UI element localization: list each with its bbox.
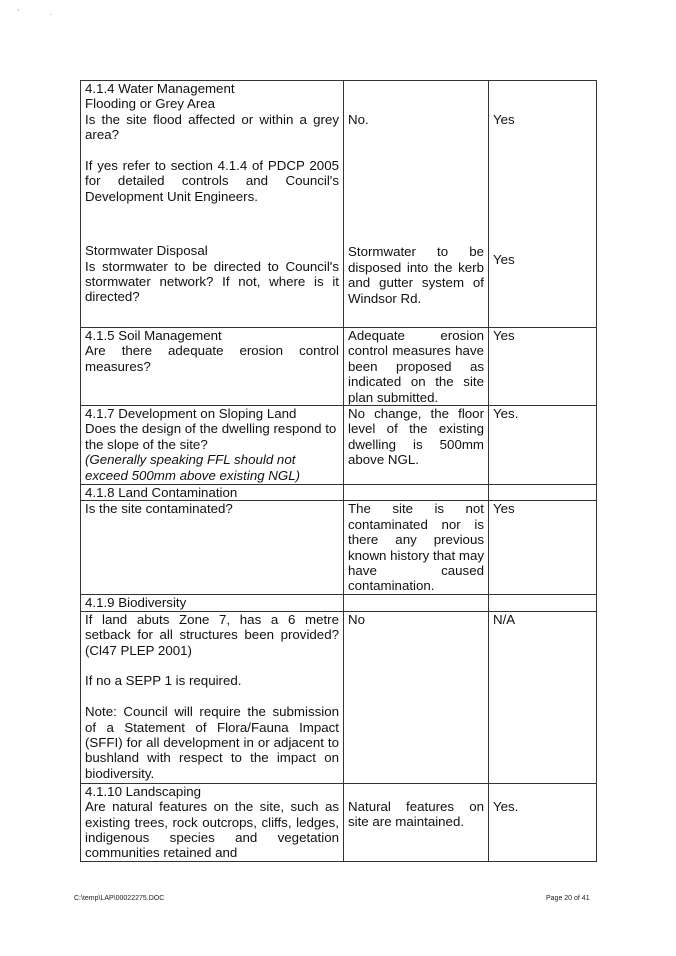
table-row-biodiversity-heading: [81, 595, 597, 611]
response-text: Natural features on site are maintained.: [348, 798, 484, 830]
table-row-contamination: [81, 501, 597, 595]
question-text: Is the site flood affected or within a grey area?: [85, 111, 339, 143]
table-row-contamination-heading: [81, 485, 597, 501]
response-cell: Adequate erosion control measures have been proposed as indicated on the site plan submitted.: [344, 328, 489, 406]
assessment-table: [80, 80, 597, 862]
section-heading: 4.1.9 Biodiversity: [81, 595, 344, 611]
table-row-landscaping: [81, 783, 597, 861]
table-row-biodiversity: [81, 611, 597, 783]
corner-marks: ' .: [18, 8, 66, 17]
question-text: Are natural features on the site, such as existing trees, rock outcrops, cliffs, ledges, indigenous species and vegetation communities retained and: [85, 799, 339, 861]
response-cell: The site is not contaminated nor is there any previous known history that may have caused contamination.: [344, 501, 489, 595]
sub-heading: Stormwater Disposal: [85, 243, 208, 259]
compliance-cell: Yes.: [489, 406, 597, 485]
note-text: If no a SEPP 1 is required.: [85, 673, 242, 689]
sub-heading: Flooding or Grey Area: [85, 96, 216, 112]
section-heading: 4.1.4 Water Management: [85, 81, 235, 96]
criteria-cell: [81, 783, 344, 861]
table-row-soil-management: [81, 328, 597, 406]
response-cell: [344, 81, 489, 328]
table-row-water-management: [81, 81, 597, 328]
response-text: Stormwater to be disposed into the kerb and gutter system of Windsor Rd.: [348, 244, 484, 306]
question-text: Does the design of the dwelling respond to the slope of the site?: [85, 421, 337, 452]
question-text: Are there adequate erosion control measures?: [85, 343, 339, 374]
section-heading: 4.1.10 Landscaping: [85, 783, 202, 799]
criteria-cell: [81, 611, 344, 783]
response-cell: No: [344, 611, 489, 783]
response-text: No.: [348, 112, 369, 127]
compliance-value: Yes.: [493, 798, 519, 814]
compliance-cell: Yes: [489, 328, 597, 406]
criteria-cell: [81, 406, 344, 485]
question-text: Is stormwater to be directed to Council's stormwater network? If not, where is it directed?: [85, 258, 339, 305]
section-heading: 4.1.8 Land Contamination: [81, 485, 344, 501]
empty-cell: [489, 595, 597, 611]
compliance-cell: [489, 81, 597, 328]
question-text: Is the site contaminated?: [81, 501, 344, 595]
footer-file-path: C:\temp\LAP\00022275.DOC: [74, 895, 165, 902]
table-row-sloping-land: [81, 406, 597, 485]
footer-page-number: Page 20 of 41: [546, 895, 590, 902]
note-text: (Generally speaking FFL should not exceed 500mm above existing NGL): [85, 452, 301, 483]
question-text: If land abuts Zone 7, has a 6 metre setback for all structures been provided? (Cl47 PLEP 2001): [85, 611, 339, 658]
note-text: If yes refer to section 4.1.4 of PDCP 2005 for detailed controls and Council's Development Unit Engineers.: [85, 158, 339, 204]
empty-cell: [489, 485, 597, 501]
section-heading: 4.1.7 Development on Sloping Land: [85, 406, 297, 422]
response-cell: [344, 783, 489, 861]
compliance-value: Yes: [493, 112, 515, 127]
compliance-value: Yes: [493, 252, 515, 268]
criteria-cell: [81, 81, 344, 328]
compliance-cell: [489, 783, 597, 861]
compliance-cell: N/A: [489, 611, 597, 783]
empty-cell: [344, 485, 489, 501]
response-cell: No change, the floor level of the existing dwelling is 500mm above NGL.: [344, 406, 489, 485]
note-text: Note: Council will require the submission of a Statement of Flora/Fauna Impact (SFFI) for all development in or adjacent to bushland with respect to the impact on biodiversity.: [85, 704, 339, 781]
section-heading: 4.1.5 Soil Management: [85, 328, 222, 343]
criteria-cell: [81, 328, 344, 406]
compliance-cell: Yes: [489, 501, 597, 595]
empty-cell: [344, 595, 489, 611]
